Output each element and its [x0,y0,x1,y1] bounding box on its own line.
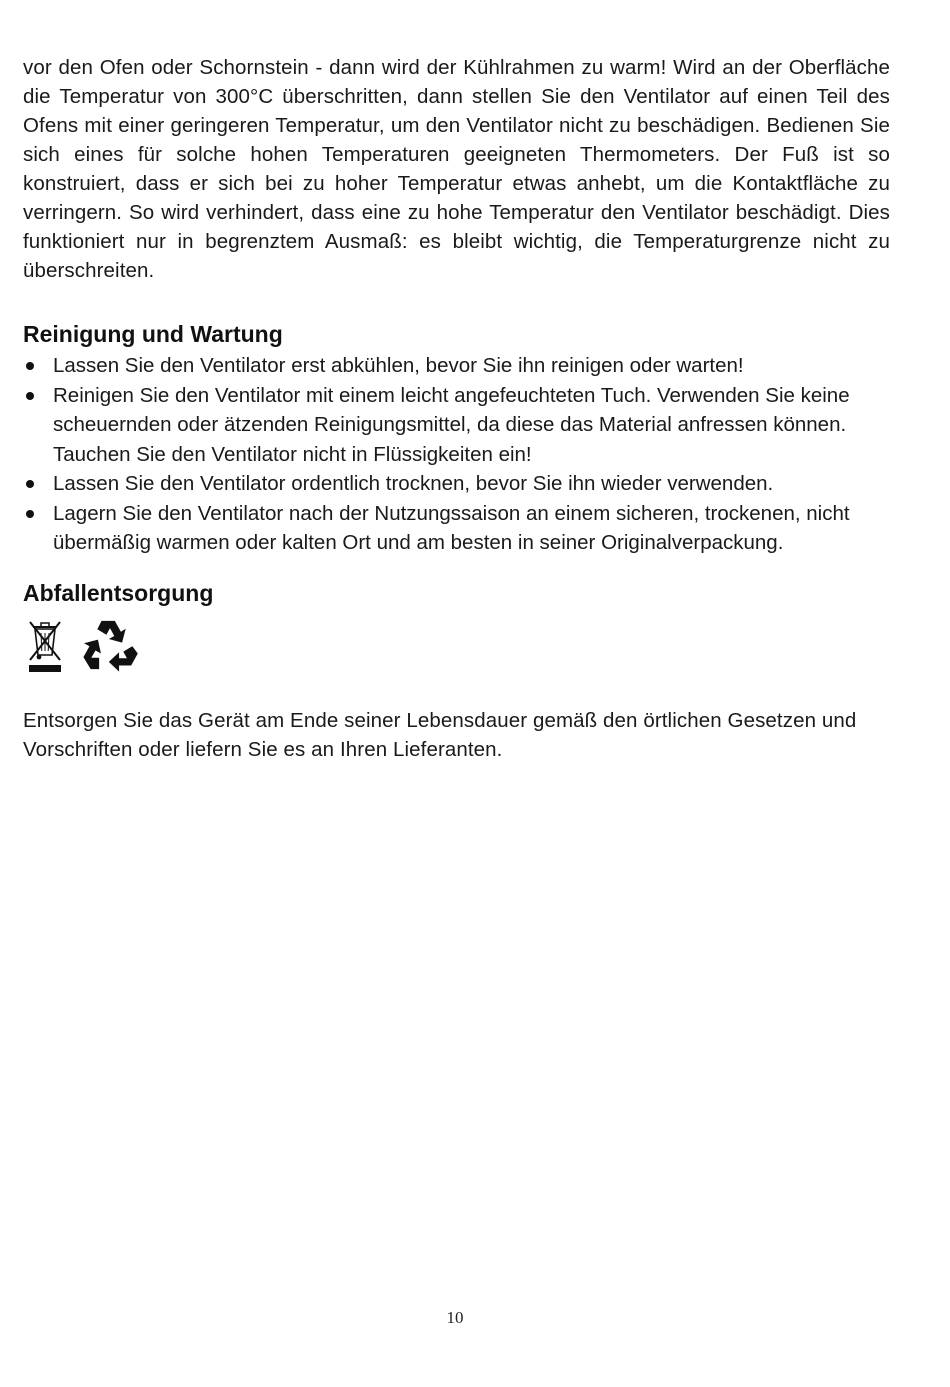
list-item [23,351,890,381]
disposal-paragraph: Entsorgen Sie das Gerät am Ende seiner Lebensdauer gemäß den örtlichen Gesetzen und Vorschriften oder liefern Sie es an Ihren Lieferanten. [23,708,857,761]
crossed-out-wheelie-bin-icon [25,618,65,674]
disposal-heading: Abfallentsorgung [23,579,214,606]
list-item [23,469,890,499]
cleaning-heading: Reinigung und Wartung [23,321,283,347]
cleaning-list [23,351,890,558]
list-item-text: Lagern Sie den Ventilator nach der Nutzungssaison an einem sicheren, trockenen, nicht übermäßig warmen oder kalten Ort und am besten in seiner Originalverpackung. [53,501,850,554]
bullet-icon [26,362,34,370]
list-item-text: Reinigen Sie den Ventilator mit einem leicht angefeuchteten Tuch. Verwenden Sie keine scheuernden oder ätzenden Reinigungsmittel, da diese das Material anfressen können. Tauchen Sie den Ventilator nicht in Flüssigkeiten ein! [53,383,850,466]
bullet-icon [26,510,34,518]
page-number: 10 [446,1308,464,1327]
intro-paragraph: vor den Ofen oder Schornstein - dann wird der Kühlrahmen zu warm! Wird an der Oberfläche die Temperatur von 300°C überschritten, dann stellen Sie den Ventilator auf einen Teil des Ofens mit einer geringeren Temperatur, um den Ventilator nicht zu beschädigen. Bedienen Sie sich eines für solche hohen Temperaturen geeigneten Thermometers. Der Fuß ist so konstruiert, dass er sich bei zu hoher Temperatur etwas anhebt, um die Kontaktfläche zu verringern. So wird verhindert, dass eine zu hohe Temperatur den Ventilator beschädigt. Dies funktioniert nur in begrenztem Ausmaß: es bleibt wichtig, die Temperaturgrenze nicht zu überschreiten. [23,56,890,282]
recycle-icon [79,616,141,674]
disposal-icons [23,616,890,676]
list-item-text: Lassen Sie den Ventilator ordentlich trocknen, bevor Sie ihn wieder verwenden. [53,472,774,495]
list-item [23,499,890,558]
document-page [23,53,890,764]
list-item-text: Lassen Sie den Ventilator erst abkühlen, bevor Sie ihn reinigen oder warten! [53,354,744,377]
list-item [23,381,890,470]
bullet-icon [26,480,34,488]
bullet-icon [26,392,34,400]
